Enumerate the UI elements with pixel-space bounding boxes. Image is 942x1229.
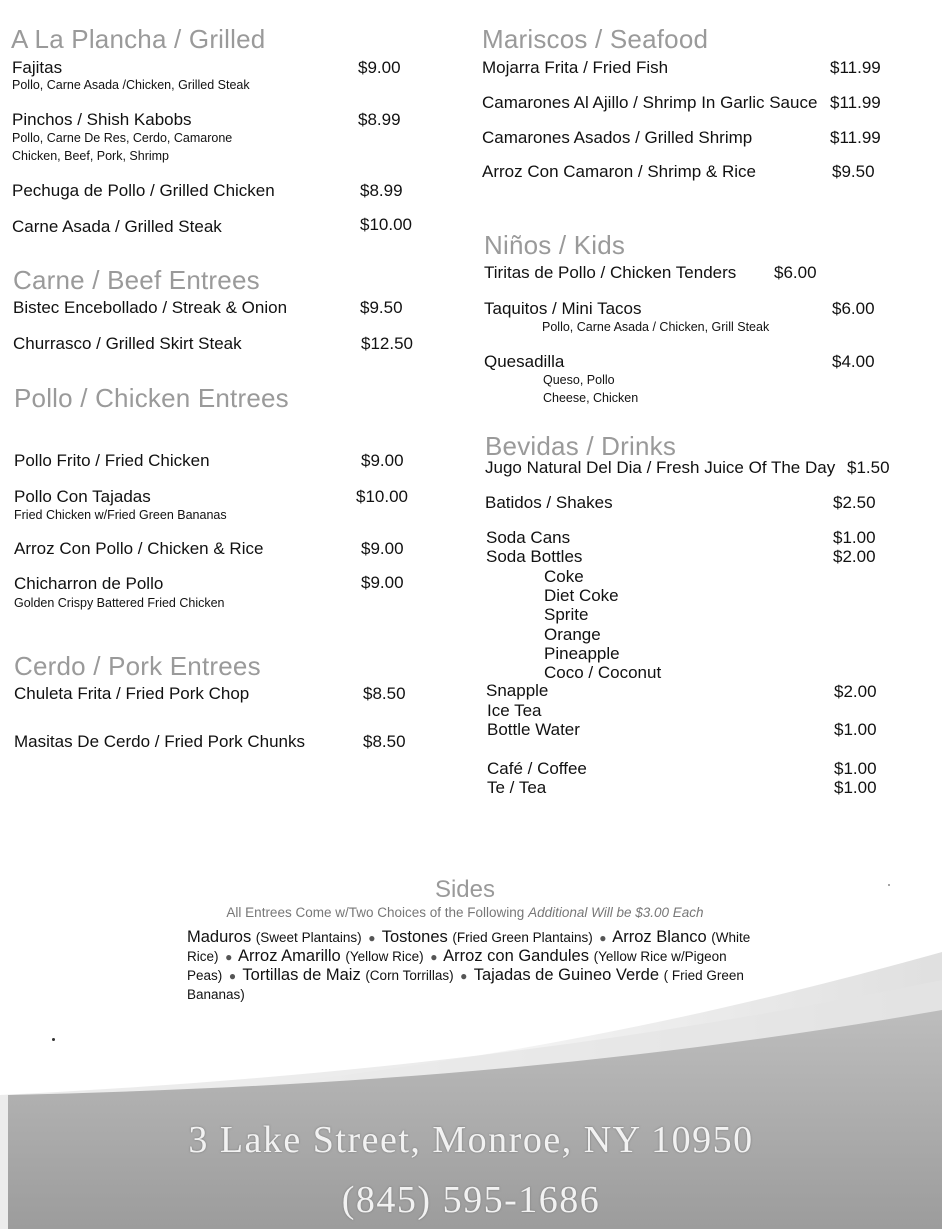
menu-item-price: $11.99: [830, 93, 881, 112]
soda-flavor: Sprite: [544, 605, 589, 624]
menu-item-desc: Golden Crispy Battered Fried Chicken: [14, 596, 225, 610]
sides-note: [0, 905, 930, 920]
menu-item-price: $8.99: [360, 181, 403, 200]
section-title-seafood: Mariscos / Seafood: [482, 24, 709, 54]
menu-item-name: Camarones Al Ajillo / Shrimp In Garlic Sauce: [482, 93, 818, 112]
menu-item-price: $9.00: [361, 573, 404, 592]
menu-item-price: $11.99: [830, 128, 881, 147]
menu-item-name: Chuleta Frita / Fried Pork Chop: [14, 684, 250, 703]
menu-item-price: $11.99: [830, 58, 881, 77]
scan-speck: [888, 884, 890, 886]
section-title-beef: Carne / Beef Entrees: [13, 265, 260, 295]
menu-item-name: Taquitos / Mini Tacos: [484, 299, 642, 318]
side-item-name: Tortillas de Maiz: [242, 966, 361, 984]
menu-item-name: Jugo Natural Del Dia / Fresh Juice Of The Day: [485, 458, 836, 477]
menu-item-price: $2.00: [834, 682, 877, 701]
section-title-kids: Niños / Kids: [484, 230, 626, 260]
menu-item-price: $9.00: [358, 58, 401, 77]
menu-item-price: $8.50: [363, 684, 406, 703]
menu-item-price: $8.50: [363, 732, 406, 751]
menu-item-price: $1.00: [833, 528, 876, 547]
menu-item-name: Tiritas de Pollo / Chicken Tenders: [484, 263, 737, 282]
menu-item-name: Pollo Frito / Fried Chicken: [14, 451, 210, 470]
section-title-grilled: A La Plancha / Grilled: [11, 24, 266, 54]
side-item-name: Tostones: [381, 928, 448, 946]
side-item-desc: ( Fried Green Bananas): [187, 968, 744, 1002]
section-title-pork: Cerdo / Pork Entrees: [14, 651, 261, 681]
menu-item-desc: Pollo, Carne De Res, Cerdo, Camarone: [12, 131, 233, 145]
menu-item-name: Fajitas: [12, 58, 63, 77]
section-title-sides: Sides: [434, 876, 496, 903]
menu-item-name: Bottle Water: [487, 720, 580, 739]
side-item-name: Arroz Amarillo: [238, 947, 341, 965]
menu-item-desc: Pollo, Carne Asada /Chicken, Grilled Steak: [12, 78, 250, 92]
menu-item-desc: Cheese, Chicken: [543, 391, 639, 405]
bullet-dot: ●: [368, 931, 376, 945]
menu-item-price: $1.00: [834, 759, 877, 778]
soda-flavor: Diet Coke: [544, 586, 619, 605]
menu-item-price: $9.50: [832, 162, 875, 181]
soda-flavor: Orange: [544, 625, 601, 644]
menu-item-price: $1.00: [834, 720, 877, 739]
menu-item-name: Pechuga de Pollo / Grilled Chicken: [12, 181, 275, 200]
menu-item-desc: Fried Chicken w/Fried Green Bananas: [14, 508, 227, 522]
side-item-name: Tajadas de Guineo Verde: [473, 966, 660, 984]
menu-item-name: Snapple: [486, 681, 549, 700]
menu-item-price: $2.50: [833, 493, 876, 512]
menu-item-price: $4.00: [832, 352, 875, 371]
menu-item-price: $9.00: [361, 539, 404, 558]
menu-item-price: $9.00: [361, 451, 404, 470]
menu-item-name: Te / Tea: [487, 778, 547, 797]
side-item-desc: (Fried Green Plantains): [452, 930, 593, 945]
menu-item-desc: Queso, Pollo: [543, 373, 615, 387]
sides-list: [187, 928, 752, 1004]
side-item-desc: (Corn Torrillas): [365, 968, 454, 983]
menu-item-price: $1.00: [834, 778, 877, 797]
menu-item-name: Masitas De Cerdo / Fried Pork Chunks: [14, 732, 305, 751]
scan-speck: [52, 1038, 55, 1041]
menu-item-name: Camarones Asados / Grilled Shrimp: [482, 128, 753, 147]
menu-item-price: $2.00: [833, 547, 876, 566]
bullet-dot: ●: [225, 950, 233, 964]
side-item-desc: (Yellow Rice): [345, 949, 424, 964]
side-item-name: Arroz con Gandules: [443, 947, 589, 965]
menu-item-name: Ice Tea: [487, 701, 542, 720]
soda-flavor: Coke: [544, 567, 584, 586]
bullet-dot: ●: [460, 969, 468, 983]
menu-item-price: $6.00: [774, 263, 817, 282]
sides-note-italic: Additional Will be $3.00 Each: [528, 905, 704, 920]
menu-item-name: Soda Cans: [486, 528, 571, 547]
menu-item-name: Soda Bottles: [486, 547, 583, 566]
side-item-desc: (Yellow Rice w/Pigeon Peas): [187, 949, 727, 983]
menu-item-name: Arroz Con Pollo / Chicken & Rice: [14, 539, 264, 558]
menu-item-price: $6.00: [832, 299, 875, 318]
footer-address: 3 Lake Street, Monroe, NY 10950: [188, 1119, 754, 1161]
menu-item-name: Café / Coffee: [487, 759, 587, 778]
menu-item-desc: Chicken, Beef, Pork, Shrimp: [12, 149, 170, 163]
menu-item-name: Pollo Con Tajadas: [14, 487, 151, 506]
menu-item-name: Batidos / Shakes: [485, 493, 613, 512]
menu-item-desc: Pollo, Carne Asada / Chicken, Grill Steak: [542, 320, 770, 334]
section-title-drinks: Bevidas / Drinks: [485, 431, 677, 461]
menu-item-price: $1.50: [847, 458, 890, 477]
menu-item-price: $12.50: [361, 334, 413, 353]
bullet-dot: ●: [599, 931, 607, 945]
menu-item-name: Chicharron de Pollo: [14, 574, 164, 593]
bullet-dot: ●: [430, 950, 438, 964]
side-item-desc: (Sweet Plantains): [255, 930, 362, 945]
section-title-chicken: Pollo / Chicken Entrees: [14, 383, 289, 413]
menu-item-price: $8.99: [358, 110, 401, 129]
side-item-desc: (White Rice): [187, 930, 751, 964]
menu-item-name: Pinchos / Shish Kabobs: [12, 110, 192, 129]
soda-flavor: Pineapple: [544, 644, 620, 663]
menu-item-price: $9.50: [360, 298, 403, 317]
menu-item-price: $10.00: [360, 215, 412, 234]
menu-item-name: Carne Asada / Grilled Steak: [12, 217, 222, 236]
menu-item-name: Quesadilla: [484, 352, 565, 371]
menu-item-name: Arroz Con Camaron / Shrimp & Rice: [482, 162, 756, 181]
soda-flavor: Coco / Coconut: [544, 663, 662, 682]
sides-note-text: All Entrees Come w/Two Choices of the Following: [226, 905, 525, 920]
side-item-name: Arroz Blanco: [612, 928, 707, 946]
menu-item-name: Churrasco / Grilled Skirt Steak: [13, 334, 242, 353]
bullet-dot: ●: [228, 969, 237, 983]
footer-phone: (845) 595-1686: [341, 1179, 601, 1221]
menu-item-name: Bistec Encebollado / Streak & Onion: [13, 298, 288, 317]
menu-item-price: $10.00: [356, 487, 408, 506]
menu-item-name: Mojarra Frita / Fried Fish: [482, 58, 669, 77]
side-item-name: Maduros: [187, 928, 252, 946]
